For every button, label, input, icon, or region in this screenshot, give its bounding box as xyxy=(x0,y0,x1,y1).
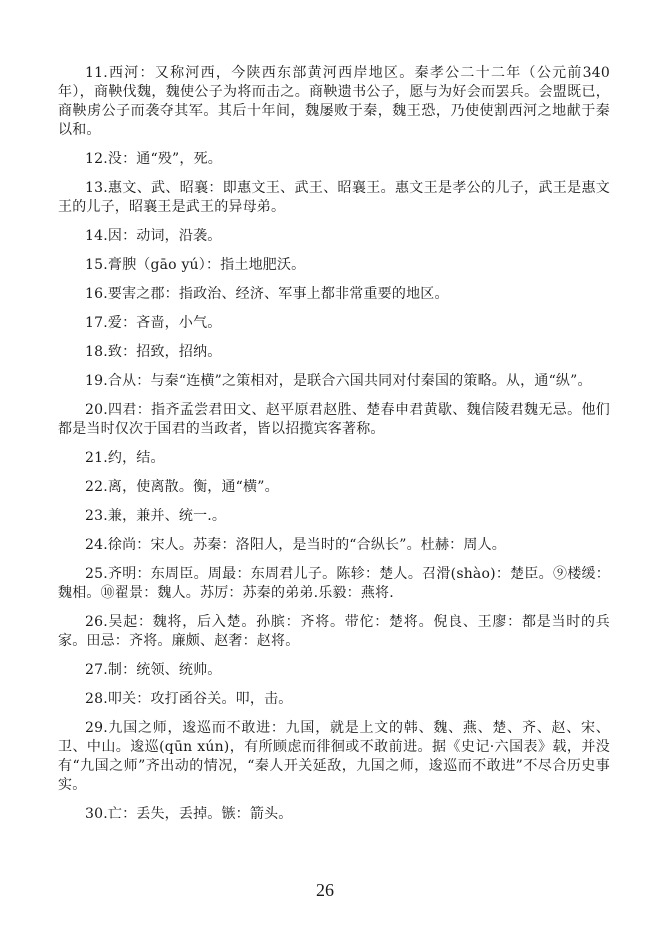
annotation-24: 24.徐尚：宋人。苏秦：洛阳人，是当时的“合纵长”。杜赫：周人。 xyxy=(85,537,506,553)
annotation-30: 30.亡：丢失，丢掉。镞：箭头。 xyxy=(85,806,293,822)
annotation-13: 13.惠文、武、昭襄：即惠文王、武王、昭襄王。惠文王是孝公的儿子，武王是惠文王的儿子，昭襄王是武王的异母弟。 xyxy=(58,180,610,215)
annotation-26: 26.吴起：魏将，后入楚。孙膑：齐将。带佗：楚将。倪良、王廖：都是当时的兵家。田忌：齐将。廉颇、赵奢：赵将。 xyxy=(58,614,610,649)
annotation-20: 20.四君：指齐孟尝君田文、赵平原君赵胜、楚春申君黄歇、魏信陵君魏无忌。他们都是当时仅次于国君的当政者，皆以招揽宾客著称。 xyxy=(58,402,610,437)
annotation-11: 11.西河：又称河西，今陕西东部黄河西岸地区。秦孝公二十二年（公元前340年），商鞅伐魏，魏使公子为将而击之。商鞅遗书公子，愿与为好会而罢兵。会盟既已，商鞅虏公子而袭夺其军。其后十年间，魏屡败于秦，魏王恐，乃使使割西河之地献于秦以和。 xyxy=(58,65,610,138)
annotation-25: 25.齐明：东周臣。周最：东周君儿子。陈轸：楚人。召滑(shào)：楚臣。⑨楼缓：魏相。⑩翟景：魏人。苏厉：苏秦的弟弟.乐毅：燕将. xyxy=(58,566,610,601)
annotation-15: 15.膏腴（gāo yú）：指土地肥沃。 xyxy=(85,257,306,273)
page-number: 26 xyxy=(316,880,334,900)
annotation-22: 22.离，使离散。衡，通“横”。 xyxy=(85,479,279,495)
annotation-27: 27.制：统领、统帅。 xyxy=(85,662,222,678)
annotation-14: 14.因：动词，沿袭。 xyxy=(85,228,222,244)
annotation-12: 12.没：通“殁”，死。 xyxy=(85,151,222,167)
annotation-29: 29.九国之师，逡巡而不敢进：九国，就是上文的韩、魏、燕、楚、齐、赵、宋、卫、中山。逡巡(qūn xún)，有所顾虑而徘徊或不敢前进。据《史记·六国表》载，并没有“九国之师”齐出动的情况，“秦人开关延敌，九国之师，逡巡而不敢进”不尽合历史事实。 xyxy=(58,720,610,793)
annotation-16: 16.要害之郡：指政治、经济、军事上都非常重要的地区。 xyxy=(85,286,449,302)
annotation-17: 17.爱：吝啬，小气。 xyxy=(85,315,222,331)
annotation-23: 23.兼，兼并、统一.。 xyxy=(85,508,227,524)
annotation-21: 21.约，结。 xyxy=(85,450,165,466)
annotation-19: 19.合从：与秦“连横”之策相对，是联合六国共同对付秦国的策略。从，通“纵”。 xyxy=(85,373,592,389)
annotation-28: 28.叩关：攻打函谷关。叩，击。 xyxy=(85,691,293,707)
annotation-18: 18.致：招致，招纳。 xyxy=(85,344,222,360)
annotation-list xyxy=(58,64,610,834)
